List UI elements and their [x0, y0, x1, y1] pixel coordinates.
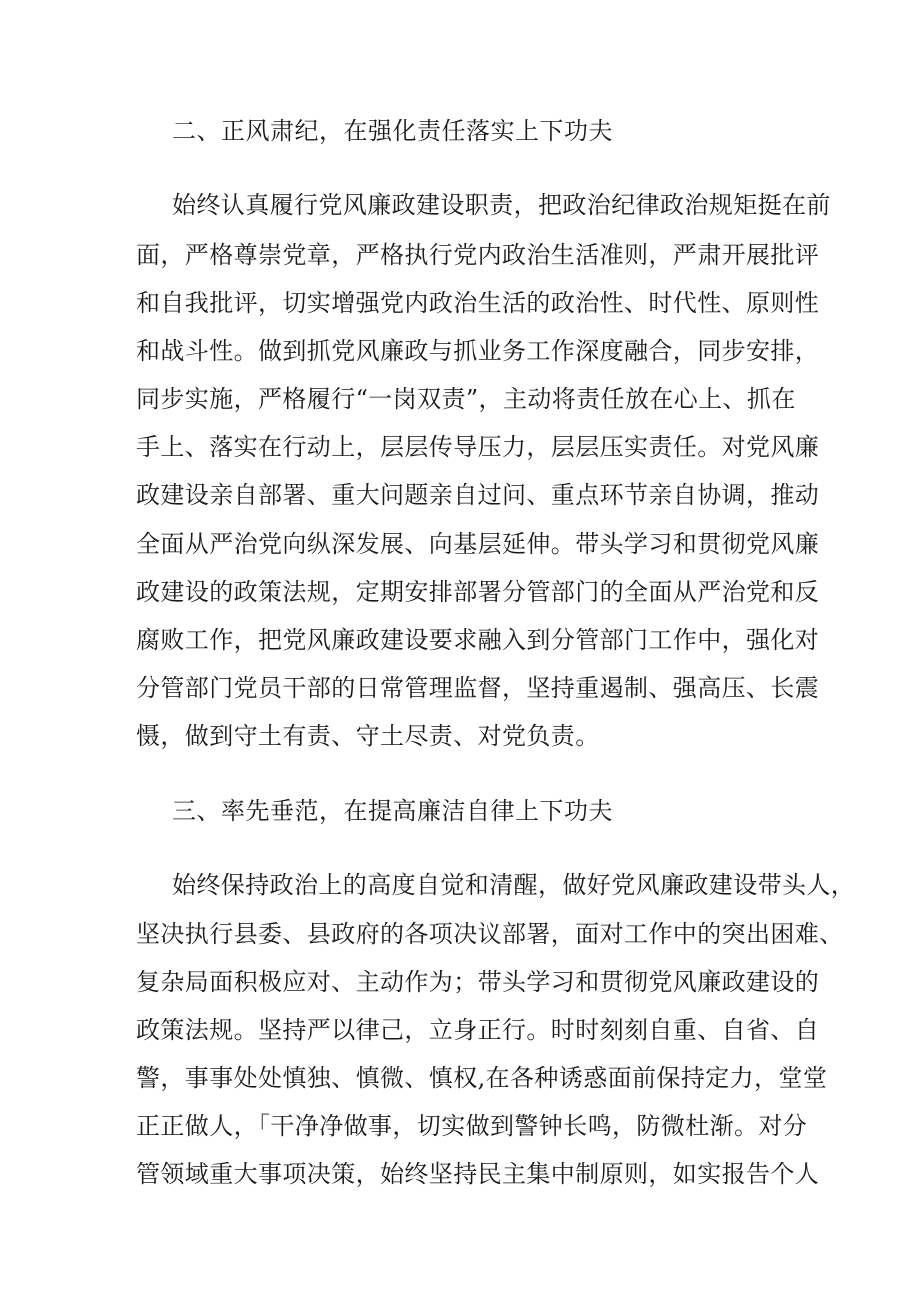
paragraph-line: 分管部门党员干部的日常管理监督，坚持重遏制、强高压、长震 [136, 674, 820, 702]
paragraph-line: 管领域重大事项决策，始终坚持民主集中制原则，如实报告个人 [136, 1160, 820, 1188]
paragraph-line: 和自我批评，切实增强党内政治生活的政治性、时代性、原则性 [136, 289, 820, 317]
paragraph-line: 始终认真履行党风廉政建设职责，把政治纪律政治规矩挺在前 [172, 191, 831, 219]
section-heading-3: 三、率先垂范，在提高廉洁自律上下功夫 [172, 797, 613, 825]
paragraph-line: 正正做人，「干净净做事，切实做到警钟长鸣，防微杜渐。对分 [136, 1112, 808, 1140]
paragraph-line: 政建设的政策法规，定期安排部署分管部门的全面从严治党和反 [136, 578, 820, 606]
paragraph-line: 政建设亲自部署、重大问题亲自过问、重点环节亲自协调，推动 [136, 481, 820, 509]
paragraph-line: 同步实施，严格履行“一岗双责”，主动将责任放在心上、抓在 [136, 385, 796, 413]
paragraph-line: 手上、落实在行动上，层层传导压力，层层压实责任。对党风廉 [136, 433, 820, 461]
paragraph-line: 警，事事处处慎独、慎微、慎权,在各种诱惑面前保持定力，堂堂 [136, 1064, 828, 1092]
paragraph-line: 政策法规。坚持严以律己，立身正行。时时刻刻自重、自省、自 [136, 1016, 820, 1044]
paragraph-line: 和战斗性。做到抓党风廉政与抓业务工作深度融合，同步安排， [136, 337, 820, 365]
paragraph-line: 全面从严治党向纵深发展、向基层延伸。带头学习和贯彻党风廉 [136, 530, 820, 558]
paragraph-line: 腐败工作，把党风廉政建设要求融入到分管部门工作中，强化对 [136, 626, 820, 654]
paragraph-line: 慑，做到守土有责、守土尽责、对党负责。 [136, 722, 600, 750]
section-heading-2: 二、正风肃纪，在强化责任落实上下功夫 [172, 117, 613, 145]
paragraph-line: 始终保持政治上的高度自觉和清醒，做好党风廉政建设带头人， [172, 871, 856, 899]
paragraph-line: 面，严格尊崇党章，严格执行党内政治生活准则，严肃开展批评 [136, 241, 820, 269]
paragraph-line: 坚决执行县委、县政府的各项决议部署，面对工作中的突出困难、 [136, 920, 844, 948]
paragraph-line: 复杂局面积极应对、主动作为；带头学习和贯彻党风廉政建设的 [136, 968, 820, 996]
